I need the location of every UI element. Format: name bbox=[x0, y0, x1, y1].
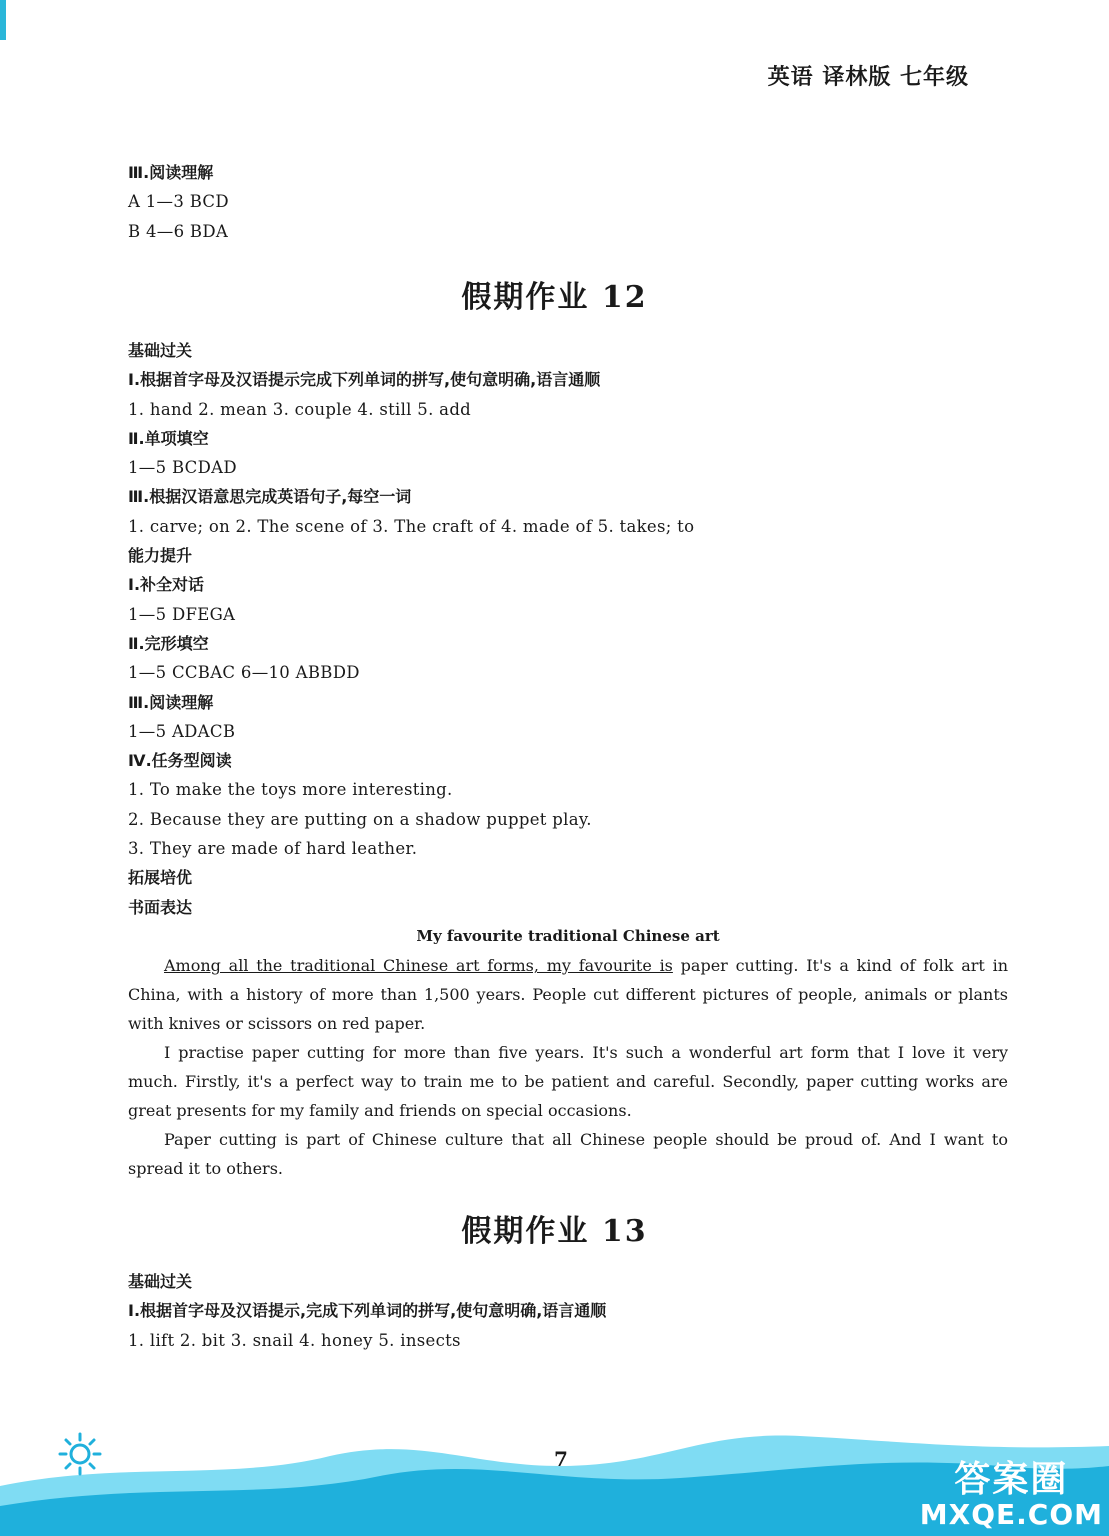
prev-heading-line: Ⅲ.阅读理解 bbox=[128, 163, 214, 182]
essay bbox=[128, 922, 1008, 1183]
section-12-heading-line: 书面表达 bbox=[128, 897, 193, 917]
section-12-answer-line: 1. To make the toys more interesting. bbox=[128, 780, 453, 800]
section-12-answer-line: 3. They are made of hard leather. bbox=[128, 839, 418, 859]
section-12-answer-line: 1. carve; on 2. The scene of 3. The craft of 4. made of 5. takes; to bbox=[128, 516, 695, 536]
section-13-answers bbox=[128, 1267, 1008, 1355]
section-12-answer-line: 1—5 DFEGA bbox=[128, 604, 236, 624]
watermark-logo bbox=[920, 1460, 1103, 1530]
section-12-heading-line: Ⅲ.阅读理解 bbox=[128, 692, 214, 712]
section-12-heading-line: Ⅳ.任务型阅读 bbox=[128, 751, 232, 771]
section-12-answers bbox=[128, 336, 1008, 922]
section-13-title: 假期作业 13 bbox=[461, 1214, 648, 1249]
essay-paragraph-3: Paper cutting is part of Chinese culture that all Chinese people should be proud of. And I want to spread it to others. bbox=[128, 1130, 1008, 1179]
prev-section-answers bbox=[128, 158, 1008, 246]
page-number: 7 bbox=[554, 1447, 568, 1471]
section-12-heading-line: Ⅱ.完形填空 bbox=[128, 633, 209, 653]
section-12-answer-line: 1. hand 2. mean 3. couple 4. still 5. add bbox=[128, 399, 472, 419]
section-12-answer-line: 1—5 ADACB bbox=[128, 721, 236, 741]
top-edge-decoration bbox=[0, 0, 6, 40]
section-12-heading-line: 拓展培优 bbox=[128, 868, 193, 888]
watermark-top-text: 答案圈 bbox=[954, 1459, 1069, 1500]
essay-underlined-phrase: Among all the traditional Chinese art forms, my favourite is bbox=[164, 956, 673, 976]
section-13-answer-line: 1. lift 2. bit 3. snail 4. honey 5. insects bbox=[128, 1330, 461, 1350]
essay-paragraph-1 bbox=[128, 951, 1008, 1038]
sun-icon bbox=[58, 1432, 102, 1476]
section-12-heading-line: 能力提升 bbox=[128, 546, 193, 566]
prev-answer-line: B 4—6 BDA bbox=[128, 221, 229, 241]
essay-title: My favourite traditional Chinese art bbox=[416, 927, 720, 945]
section-12-heading-line: 基础过关 bbox=[128, 341, 193, 360]
section-12-answer-line: 2. Because they are putting on a shadow puppet play. bbox=[128, 809, 592, 829]
watermark-bottom-text: MXQE.COM bbox=[919, 1498, 1103, 1531]
prev-answer-line: A 1—3 BCD bbox=[128, 192, 229, 212]
section-13-heading-line: 基础过关 bbox=[128, 1272, 193, 1291]
section-13-heading-line: Ⅰ.根据首字母及汉语提示,完成下列单词的拼写,使句意明确,语言通顺 bbox=[128, 1301, 607, 1321]
section-12-answer-line: 1—5 BCDAD bbox=[128, 458, 237, 478]
section-12-heading-line: Ⅰ.补全对话 bbox=[128, 575, 205, 595]
section-12-title: 假期作业 12 bbox=[461, 280, 648, 315]
page-header-title: 英语 译林版 七年级 bbox=[767, 65, 969, 90]
section-12-heading-line: Ⅱ.单项填空 bbox=[128, 428, 209, 448]
section-12-heading-line: Ⅰ.根据首字母及汉语提示完成下列单词的拼写,使句意明确,语言通顺 bbox=[128, 370, 601, 390]
essay-paragraph-1-rest: paper cutting. It's a kind of folk art in China, with a history of more than 1,500 years. People cut different pictures of people, animals or plants with knives or scissors on red paper. bbox=[128, 956, 1008, 1034]
section-12-heading-line: Ⅲ.根据汉语意思完成英语句子,每空一词 bbox=[128, 487, 412, 507]
section-12-answer-line: 1—5 CCBAC 6—10 ABBDD bbox=[128, 663, 360, 683]
essay-paragraph-2: I practise paper cutting for more than five years. It's such a wonderful art form that I love it very much. Firstly, it's a perfect way to train me to be patient and careful. Secondly, paper cutting works are great presents for my family and friends on special occasions. bbox=[128, 1043, 1008, 1121]
